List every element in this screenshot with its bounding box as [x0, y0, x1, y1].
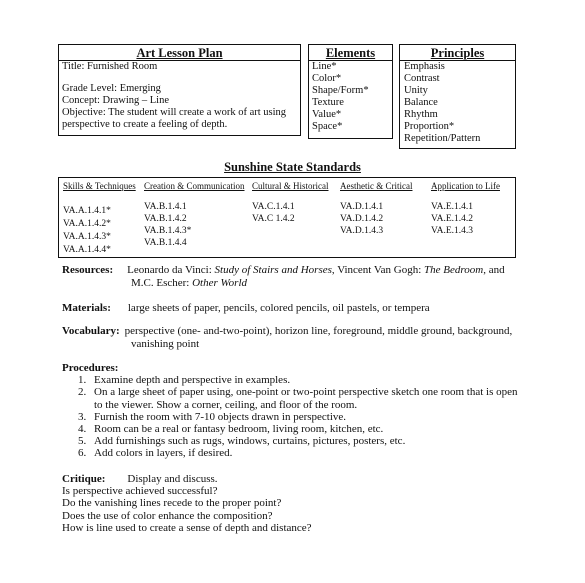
procedure-step-text: Examine depth and perspective in examples.: [94, 374, 291, 387]
principles-item: Contrast: [404, 73, 440, 84]
vocabulary-label: Vocabulary:: [62, 325, 120, 337]
standards-column: [63, 178, 136, 257]
principles-title: Principles: [400, 45, 515, 61]
principles-item: Proportion*: [404, 121, 455, 132]
procedure-step: [62, 423, 522, 435]
lesson-plan-box: [58, 44, 301, 136]
procedure-step-number: 1.: [78, 374, 87, 387]
critique-question: Do the vanishing lines recede to the proper point?: [62, 497, 282, 510]
standards-code: VA.D.1.4.3: [340, 226, 384, 236]
materials-label: Materials:: [62, 302, 111, 314]
procedure-step-number: 4.: [78, 423, 87, 436]
critique-question: Does the use of color enhance the composition?: [62, 509, 273, 522]
standards-code: VA.A.1.4.3*: [63, 232, 111, 242]
procedure-step-text: Add colors in layers, if desired.: [94, 447, 233, 460]
principles-item: Repetition/Pattern: [404, 133, 481, 144]
standards-code: VA.E.1.4.3: [431, 226, 474, 236]
elements-item: Value*: [312, 109, 342, 120]
procedure-step-number: 3.: [78, 410, 87, 423]
resources-text: Leonardo da Vinci:: [127, 264, 215, 276]
critique-text: Display and discuss.: [127, 473, 218, 485]
standards-code: VA.E.1.4.2: [431, 214, 474, 224]
standards-code: VA.C.1.4.1: [252, 202, 295, 212]
elements-item: Line*: [312, 61, 337, 72]
procedure-step-text: to the viewer. Show a corner, ceiling, and floor of the room.: [94, 398, 358, 411]
procedures-section: [62, 362, 522, 460]
procedures-label: Procedures:: [62, 362, 119, 374]
standards-column: [144, 178, 245, 249]
standards-code: VA.B.1.4.3*: [144, 226, 192, 236]
grade-level-line: Grade Level: Emerging: [62, 83, 161, 94]
principles-item: Balance: [404, 97, 438, 108]
procedure-step: [62, 374, 522, 386]
resources-text: M.C. Escher:: [131, 277, 193, 289]
critique-question: Is perspective achieved successful?: [62, 485, 218, 498]
standards-code: VA.E.1.4.1: [431, 202, 474, 212]
procedure-step-number: 2.: [78, 386, 87, 399]
critique-label: Critique:: [62, 473, 106, 485]
elements-item: Color*: [312, 73, 342, 84]
principles-box: [399, 44, 516, 149]
objective-line-2: perspective to create a feeling of depth.: [62, 119, 228, 130]
procedure-step-text: Add furnishings such as rugs, windows, curtains, pictures, posters, etc.: [94, 435, 406, 448]
vocabulary-section: [62, 325, 542, 351]
vocabulary-text: vanishing point: [131, 338, 200, 350]
procedure-step: [62, 447, 522, 459]
standards-column-heading: Cultural & Historical: [252, 181, 329, 191]
procedure-step-text: Room can be a real or fantasy bedroom, living room, kitchen, etc.: [94, 423, 384, 436]
standards-column: [340, 178, 412, 237]
critique-question: How is line used to create a sense of depth and distance?: [62, 521, 312, 534]
procedure-step-number: 5.: [78, 435, 87, 448]
standards-code: VA.B.1.4.1: [144, 202, 187, 212]
procedure-step: [62, 435, 522, 447]
elements-item: Space*: [312, 121, 343, 132]
resources-artwork: Other World: [192, 277, 248, 289]
procedure-step-text: On a large sheet of paper using, one-point or two-point perspective sketch one room that is open: [94, 386, 518, 399]
standards-column-heading: Aesthetic & Critical: [340, 181, 413, 191]
lesson-plan-title: Art Lesson Plan: [59, 45, 300, 61]
standards-code: VA.A.1.4.2*: [63, 219, 111, 229]
standards-code: VA.D.1.4.1: [340, 202, 384, 212]
resources-text: , and: [483, 264, 505, 276]
procedure-step-number: 6.: [78, 447, 87, 460]
standards-column: [431, 178, 500, 237]
standards-title: Sunshine State Standards: [224, 160, 361, 174]
standards-code: VA.C 1.4.2: [252, 214, 295, 224]
standards-code: VA.A.1.4.1*: [63, 206, 111, 216]
materials-text: large sheets of paper, pencils, colored pencils, oil pastels, or tempera: [127, 302, 430, 314]
standards-column: [252, 178, 329, 225]
critique-section: [62, 473, 312, 534]
procedure-step: [62, 411, 522, 423]
standards-code: VA.B.1.4.2: [144, 214, 187, 224]
standards-column-heading: Skills & Techniques: [63, 181, 136, 191]
vocabulary-text: perspective (one- and-two-point), horizon line, foreground, middle ground, background,: [124, 325, 513, 337]
elements-item: Texture: [312, 97, 344, 108]
procedure-step-text: Furnish the room with 7-10 objects drawn in perspective.: [94, 410, 347, 423]
elements-box: [308, 44, 393, 139]
principles-item: Rhythm: [404, 109, 438, 120]
resources-section: [62, 264, 532, 290]
standards-code: VA.D.1.4.2: [340, 214, 384, 224]
materials-section: [62, 302, 532, 315]
resources-artwork: Study of Stairs and Horses: [214, 264, 332, 276]
objective-line: Objective: The student will create a work of art using: [62, 107, 287, 118]
standards-code: VA.A.1.4.4*: [63, 245, 111, 255]
resources-label: Resources:: [62, 264, 114, 276]
resources-text: , Vincent Van Gogh:: [331, 264, 425, 276]
resources-artwork: The Bedroom: [424, 264, 484, 276]
lesson-title-line: Title: Furnished Room: [62, 61, 158, 72]
principles-item: Unity: [404, 85, 428, 96]
elements-title: Elements: [309, 45, 392, 61]
principles-item: Emphasis: [404, 61, 445, 72]
standards-code: VA.B.1.4.4: [144, 238, 187, 248]
standards-table: [58, 177, 516, 258]
elements-item: Shape/Form*: [312, 85, 369, 96]
standards-column-heading: Application to Life: [431, 181, 500, 191]
procedure-step: [62, 386, 522, 410]
concept-line: Concept: Drawing – Line: [62, 95, 170, 106]
standards-column-heading: Creation & Communication: [144, 181, 245, 191]
